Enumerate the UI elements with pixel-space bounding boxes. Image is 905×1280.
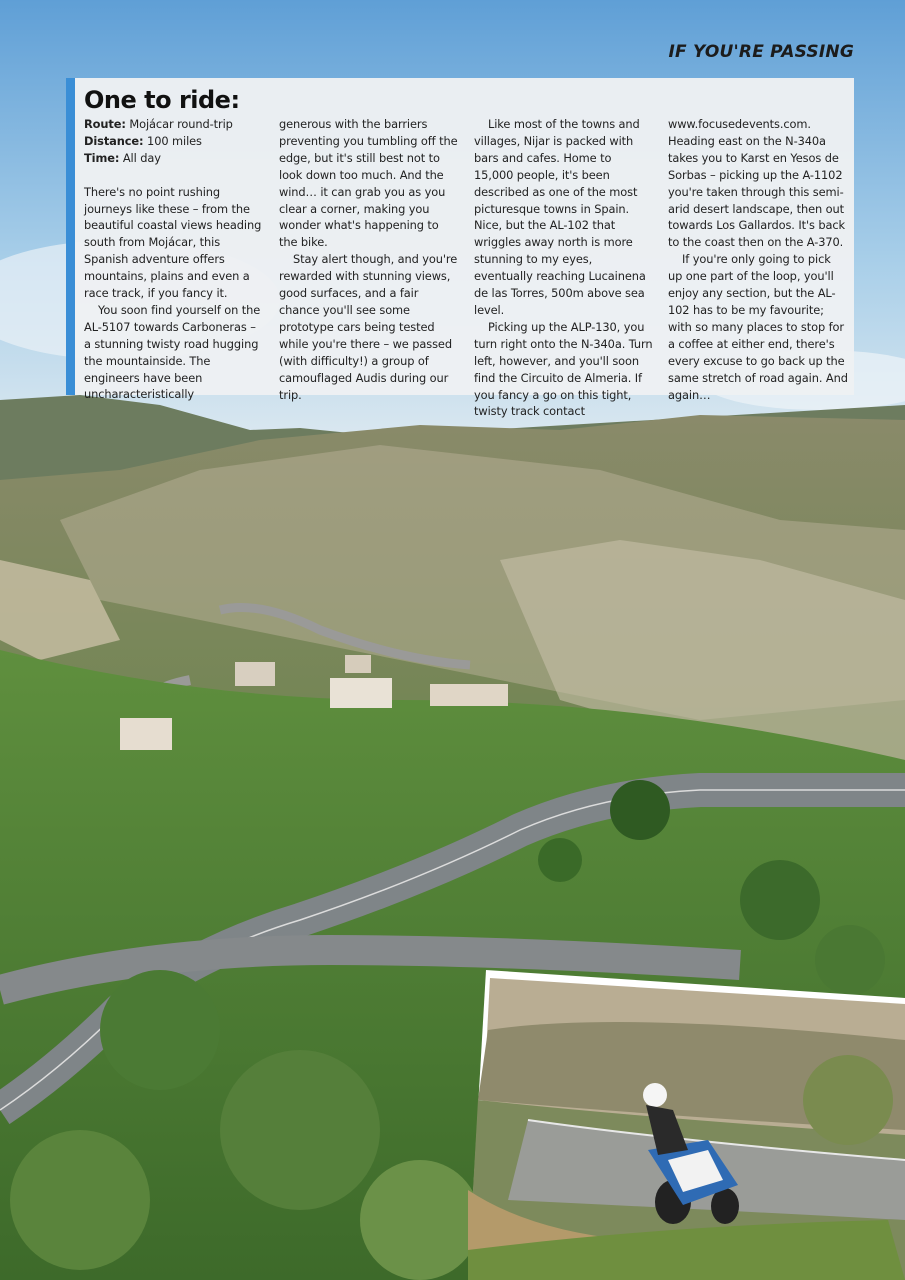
- rider-inset-photo: [468, 970, 905, 1280]
- paragraph: There's no point rushing journeys like these – from the beautiful coastal views heading south from Mojácar, this Spanish adventure offers mountains, plains and even a race track, if you fancy it.: [84, 184, 262, 301]
- fact-distance: Distance: 100 miles: [84, 133, 202, 148]
- paragraph: Stay alert though, and you're rewarded with stunning views, good surfaces, and a fair chance you'll see some prototype cars being tested while you're there – we passed (with difficulty!) a group of camouflaged Audis during our trip.: [279, 252, 458, 402]
- section-label: IF YOU'RE PASSING: [668, 42, 854, 62]
- fact-time: Time: All day: [84, 150, 161, 165]
- panel-title: One to ride:: [84, 86, 240, 114]
- paragraph: Picking up the ALP-130, you turn right onto the N-340a. Turn left, however, and you'll soon find the Circuito de Almeria. If you fancy a go on this tight, twisty track contact: [474, 319, 653, 419]
- text-column-4: [668, 116, 848, 403]
- paragraph: You soon find yourself on the AL-5107 towards Carboneras – a stunning twisty road hugging the mountainside. The engineers have been uncharacteristically: [84, 302, 261, 402]
- paragraph: www.focusedevents.com. Heading east on the N-340a takes you to Karst en Yesos de Sorbas – picking up the A-1102 you're taken through this semi-arid desert landscape, then out towards Los Gallardos. It's back to the coast then on the A-370.: [668, 117, 846, 250]
- text-column-2: [279, 116, 459, 403]
- paragraph: generous with the barriers preventing you tumbling off the edge, but it's still best not to look down too much. And the wind… it can grab you as you clear a corner, making you wonder what's happening to the bike.: [279, 117, 458, 250]
- fact-route: Route: Mojácar round-trip: [84, 117, 233, 131]
- text-column-1: [84, 116, 264, 403]
- paragraph: If you're only going to pick up one part of the loop, you'll enjoy any section, but the AL-102 has to be my favourite; with so many places to stop for a coffee at either end, there's every excuse to go back up the same stretch of road again. And again…: [668, 252, 848, 402]
- text-column-3: [474, 116, 654, 420]
- ride-info-panel: [66, 78, 854, 419]
- paragraph: Like most of the towns and villages, Nijar is packed with bars and cafes. Home to 15,000 people, it's been described as one of the most picturesque towns in Spain. Nice, but the AL-102 that wriggles away north is more stunning to my eyes, eventually reaching Lucainena de las Torres, 500m above sea level.: [474, 117, 646, 317]
